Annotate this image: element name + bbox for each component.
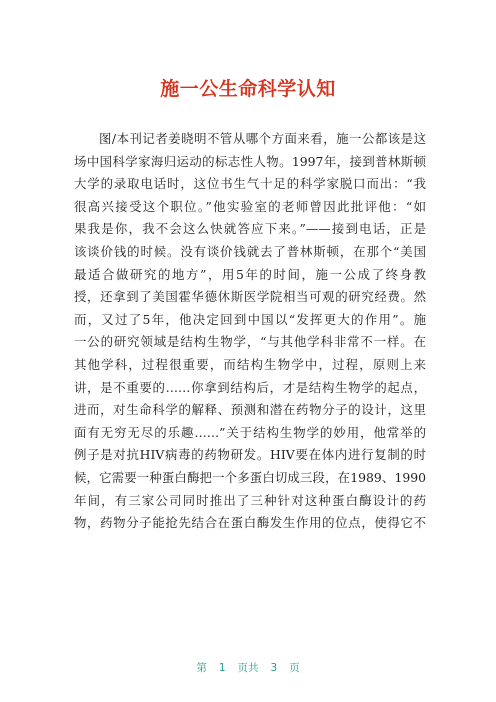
article-line: 场中国科学家海归运动的标志性人物。1997年，接到普林斯顿 [74,153,426,169]
document-title: 施一公生命科学认知 [160,78,336,100]
article-body [74,128,426,535]
footer-page-word: 第 [196,662,207,674]
footer-end-word: 页 [289,662,300,674]
footer-total-pages: 3 [270,662,278,674]
article-line: 候，它需要一种蛋白酶把一个多蛋白切成三段，在1989、1990 [74,469,426,485]
article-line: 而，又过了5年，他决定回到中国以“发挥更大的作用”。施 [74,311,426,327]
article-line: 物，药物分子能抢先结合在蛋白酶发生作用的位点，使得它不 [74,515,426,531]
article-line: 最适合做研究的地方”，用5年的时间，施一公成了终身教 [74,266,426,282]
article-line: 大学的录取电话时，这位书生气十足的科学家脱口而出：“我 [74,176,426,192]
article-line: 一公的研究领域是结构生物学，“与其他学科非常不一样。在 [74,334,426,350]
page-footer [0,660,496,675]
article-line: 面有无穷无尽的乐趣……”关于结构生物学的妙用，他常举的 [74,424,426,440]
article-line: 该谈价钱的时候。没有谈价钱就去了普林斯顿，在那个“美国 [74,243,426,259]
article-line: 进而，对生命科学的解释、预测和潜在药物分子的设计，这里 [74,402,426,418]
article-line: 其他学科，过程很重要，而结构生物学中，过程，原则上来 [74,356,426,372]
footer-page-number: 1 [218,662,226,674]
article-line: 年间，有三家公司同时推出了三种针对这种蛋白酶设计的药 [74,492,426,508]
article-line: 果我是你，我不会这么快就答应下来。”——接到电话，正是 [74,221,426,237]
article-line: 图/本刊记者姜晓明不管从哪个方面来看，施一公都该是这 [99,131,426,146]
article-line: 讲，是不重要的……你拿到结构后，才是结构生物学的起点， [74,379,426,395]
article-line: 很高兴接受这个职位。”他实验室的老师曾因此批评他：“如 [74,198,426,214]
footer-total-word: 页共 [237,662,259,674]
article-line: 授，还拿到了美国霍华德休斯医学院相当可观的研究经费。然 [74,289,426,305]
article-line: 例子是对抗HIV病毒的药物研发。HIV要在体内进行复制的时 [74,447,426,463]
